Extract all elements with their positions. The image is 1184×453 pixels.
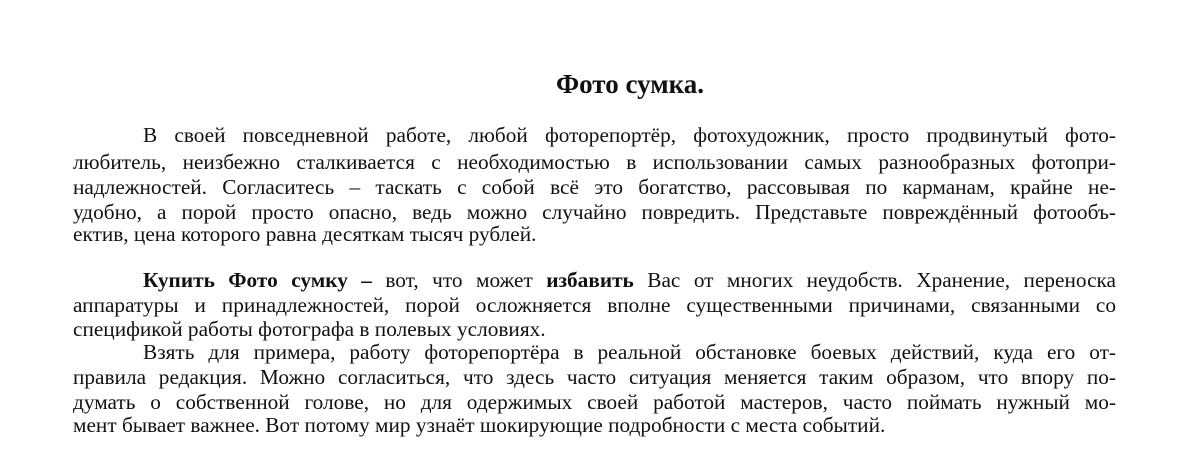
paragraph1-line-5: ектив, цена которого равна десяткам тысяч рублей. [73, 222, 537, 246]
paragraph2-text-2: Вас от многих неудобств. Хранение, переноска [633, 268, 1116, 292]
paragraph1-line-1: В своей повседневной работе, любой фоторепортёр, фотохудожник, просто продвинутый фото- [143, 123, 1116, 147]
paragraph3-line-4: мент бывает важнее. Вот потому мир узнаёт шокирующие подробности с места событий. [73, 413, 886, 437]
paragraph2-text-1: вот, что может [371, 268, 547, 292]
buy-photo-bag-phrase: Купить Фото сумку – [143, 268, 372, 292]
document-title: Фото сумка. [555, 69, 705, 99]
paragraph2-line-1 [143, 268, 1116, 292]
paragraph3-line-2: правила редакция. Можно согласиться, что здесь часто ситуация меняется таким образом, что впору по- [73, 365, 1116, 389]
paragraph3-line-1: Взять для примера, работу фоторепортёра в реальной обстановке боевых действий, куда его от- [143, 340, 1116, 364]
rid-phrase: избавить [546, 268, 634, 292]
paragraph1-line-2: любитель, неизбежно сталкивается с необходимостью в использовании самых разнообразных фотопри- [73, 150, 1116, 174]
paragraph1-line-4: удобно, а порой просто опасно, ведь можно случайно повредить. Представьте повреждённый фотообъ- [73, 200, 1116, 224]
paragraph2-line-3: спецификой работы фотографа в полевых условиях. [73, 317, 546, 341]
paragraph3-line-3: думать о собственной голове, но для одержимых своей работой мастеров, часто поймать нужный мо- [73, 390, 1116, 414]
paragraph1-line-3: надлежностей. Согласитесь – таскать с собой всё это богатство, рассовывая по карманам, крайне не- [73, 175, 1116, 199]
paragraph2-line-2: аппаратуры и принадлежностей, порой осложняется вполне существенными причинами, связанными со [73, 293, 1116, 317]
